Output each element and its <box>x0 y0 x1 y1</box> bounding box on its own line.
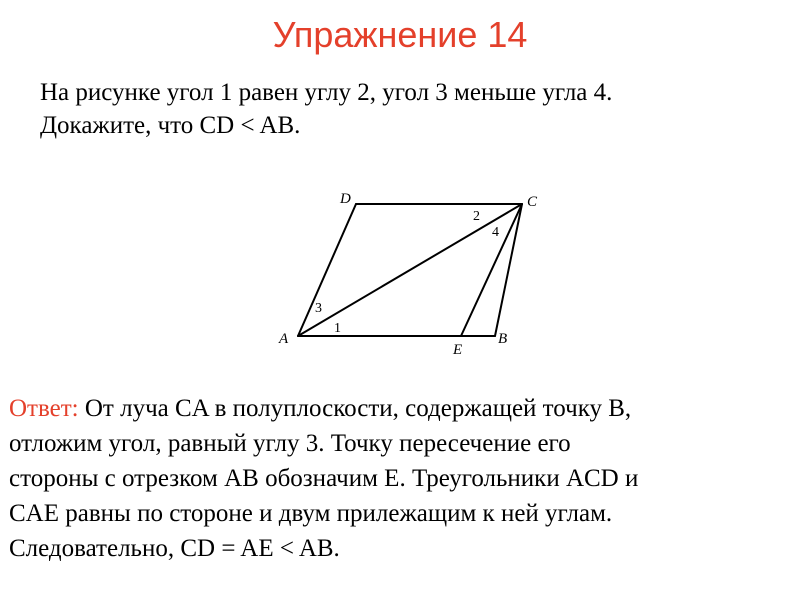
segment-ac <box>298 204 522 336</box>
vertex-label-b: B <box>498 331 508 347</box>
problem-statement <box>40 76 780 142</box>
problem-line-1: На рисунке угол 1 равен углу 2, угол 3 меньше угла 4. <box>40 79 613 106</box>
segment-ce <box>461 204 522 336</box>
angle-label-2: 2 <box>473 209 480 224</box>
angle-label-3: 3 <box>315 301 322 316</box>
answer-block <box>9 391 794 566</box>
answer-line-4: CAE равны по стороне и двум прилежащим к ней углам. <box>9 500 613 527</box>
answer-line-5: Следовательно, CD = AE < AB. <box>9 535 340 562</box>
vertex-label-c: C <box>527 194 538 210</box>
vertex-label-a: A <box>279 331 289 347</box>
angle-label-4: 4 <box>492 225 499 240</box>
answer-line-3: стороны с отрезком AB обозначим E. Треугольники ACD и <box>9 465 639 492</box>
page-title: Упражнение 14 <box>272 14 528 55</box>
segment-da <box>298 204 356 336</box>
answer-label: Ответ: <box>9 395 79 422</box>
answer-line-2: отложим угол, равный углу 3. Точку пересечение его <box>9 430 571 457</box>
segment-bc <box>495 204 522 336</box>
vertex-label-e: E <box>453 342 463 358</box>
answer-line-1 <box>9 391 794 426</box>
angle-label-1: 1 <box>334 321 341 336</box>
problem-line-2: Докажите, что CD < AB. <box>40 112 301 139</box>
answer-line-1-text: От луча CA в полуплоскости, содержащей точку B, <box>78 395 632 422</box>
geometry-figure <box>270 182 560 358</box>
vertex-label-d: D <box>340 191 351 207</box>
